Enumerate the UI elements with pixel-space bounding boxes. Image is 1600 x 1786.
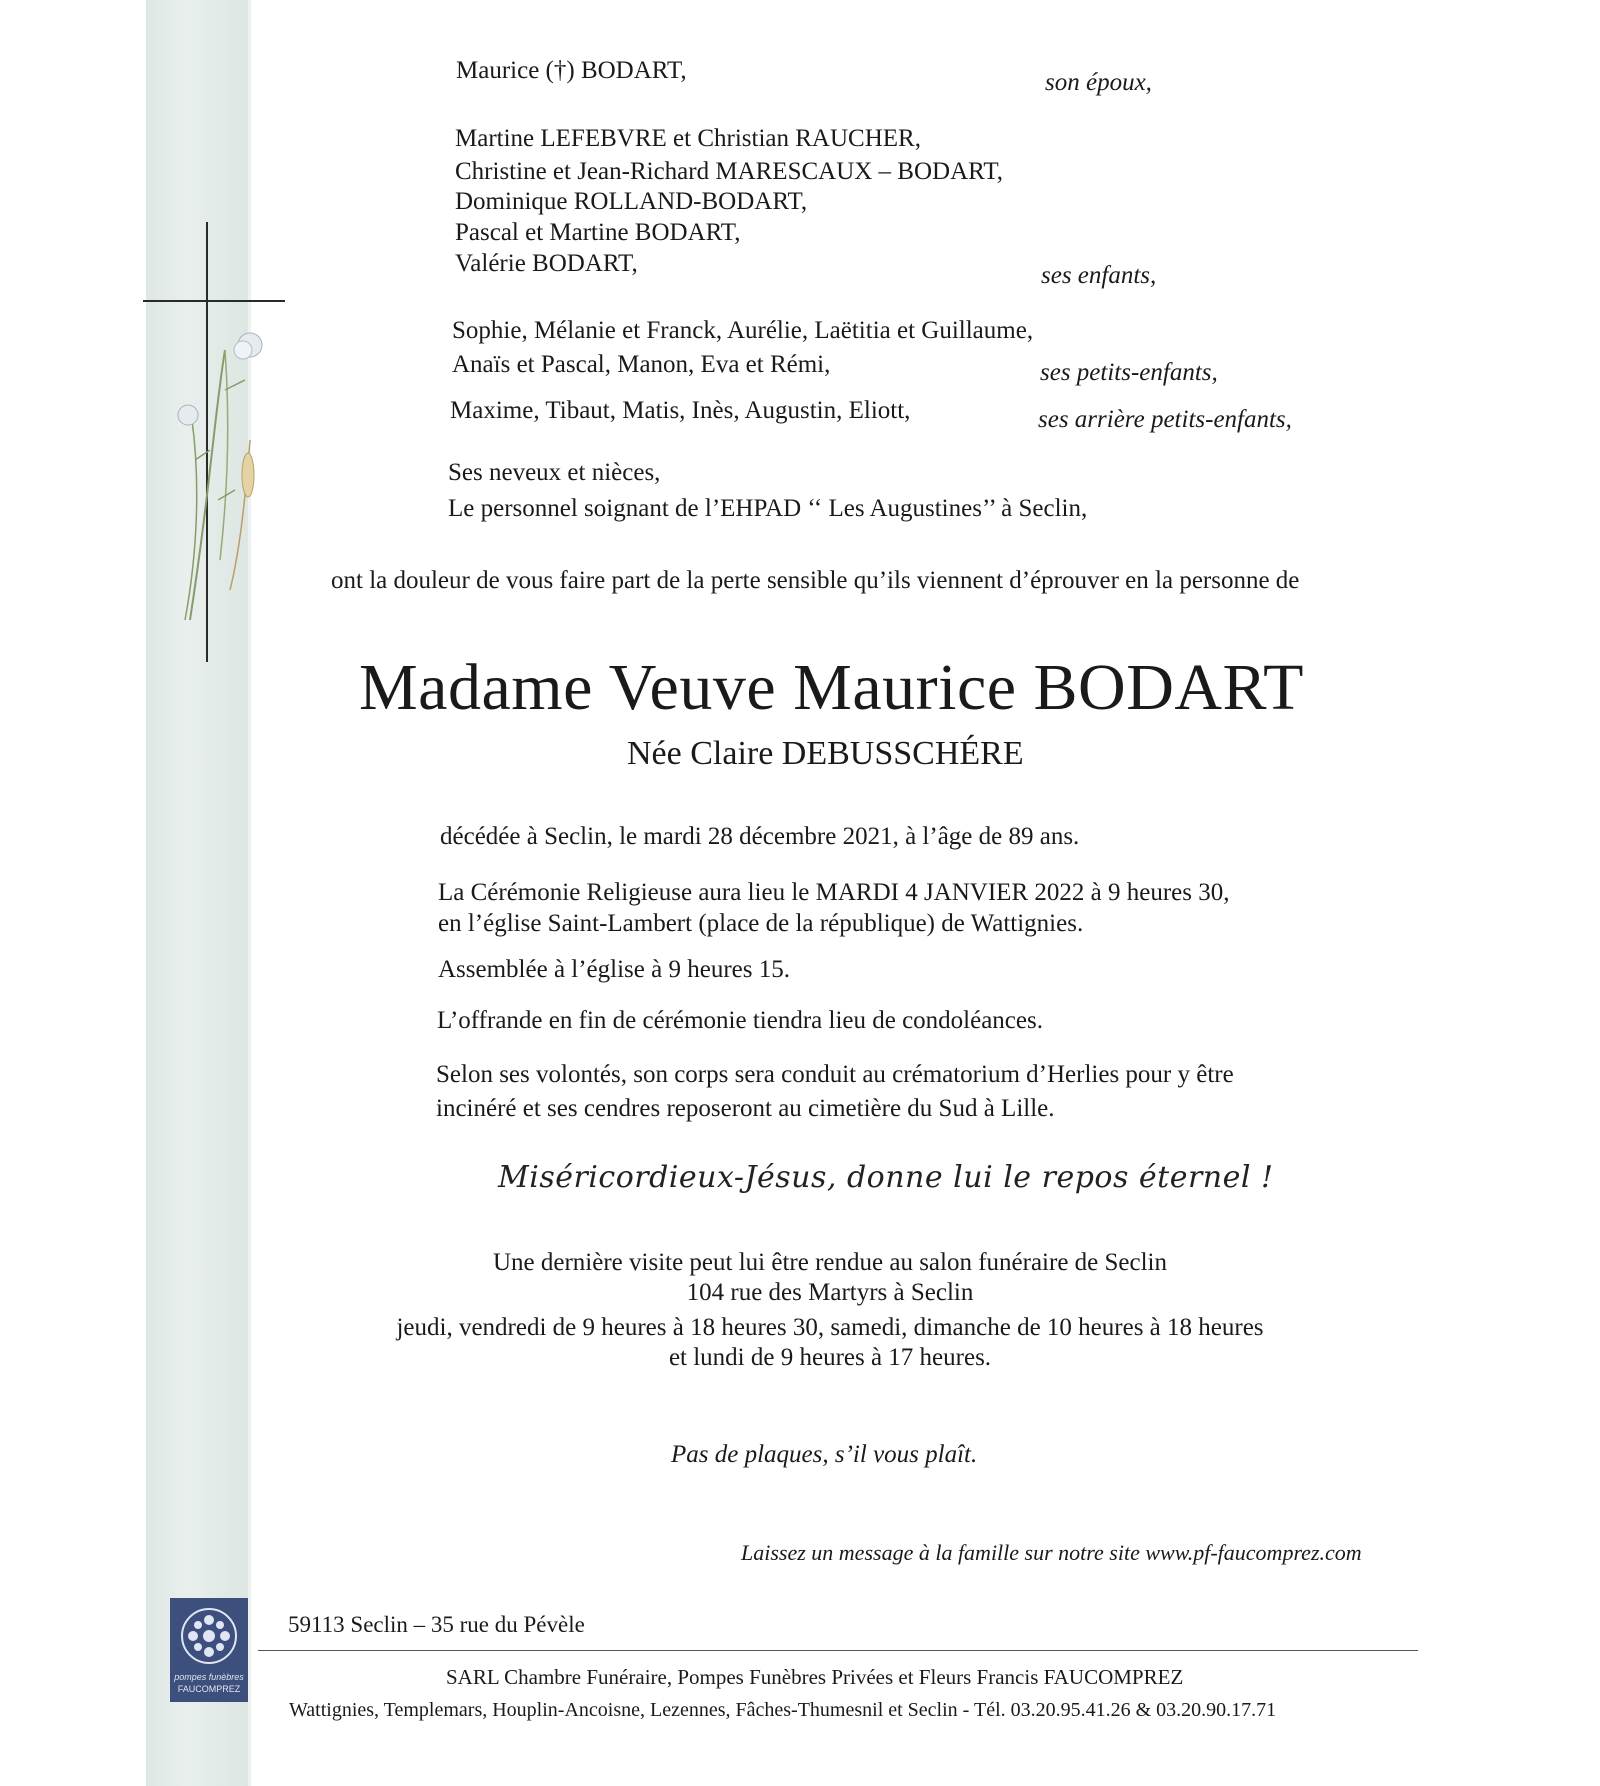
website-note: Laissez un message à la famille sur notre site www.pf-faucomprez.com (741, 1540, 1362, 1565)
deceased-birth-name: Née Claire DEBUSSCHÉRE (627, 735, 1024, 772)
announcement-text: ont la douleur de vous faire part de la perte sensible qu’ils viennent d’éprouver en la personne de (331, 567, 1300, 594)
death-details: décédée à Seclin, le mardi 28 décembre 2021, à l’âge de 89 ans. (440, 823, 1080, 850)
visit-line: jeudi, vendredi de 9 heures à 18 heures 30, samedi, dimanche de 10 heures à 18 heures (396, 1314, 1264, 1341)
decorative-side-band (146, 0, 248, 1786)
visit-line: et lundi de 9 heures à 17 heures. (668, 1344, 992, 1371)
wishes-line: inciné​ré et ses cendres reposeront au cimetière du Sud à Lille. (436, 1095, 1055, 1122)
child-line: Valérie BODART, (455, 250, 638, 277)
cross-icon-horizontal (143, 300, 285, 302)
great-grandchildren-line: Maxime, Tibaut, Matis, Inès, Augustin, Eliott, (450, 397, 911, 424)
offering-text: L’offrande en fin de cérémonie tiendra lieu de condoléances. (437, 1007, 1043, 1034)
assembly-text: Assemblée à l’église à 9 heures 15. (438, 956, 790, 983)
deceased-name: Madame Veuve Maurice BODART (359, 651, 1304, 724)
flower-illustration-icon (170, 330, 280, 630)
others-line: Ses neveux et nièces, (448, 459, 661, 486)
no-plaques-note: Pas de plaques, s’il vous plaît. (671, 1441, 978, 1468)
footer-divider (258, 1650, 1418, 1651)
visit-line: Une dernière visite peut lui être rendue au salon funéraire de Seclin (492, 1249, 1168, 1276)
grandchild-line: Anaïs et Pascal, Manon, Eva et Rémi, (452, 351, 831, 378)
grandchild-line: Sophie, Mélanie et Franck, Aurélie, Laëtitia et Guillaume, (452, 317, 1034, 344)
great-grandchildren-relation: ses arrière petits-enfants, (1038, 406, 1292, 433)
ceremony-line: La Cérémonie Religieuse aura lieu le MARDI 4 JANVIER 2022 à 9 heures 30, (438, 879, 1230, 906)
footer-address: 59113 Seclin – 35 rue du Pévèle (288, 1612, 585, 1637)
child-line: Dominique ROLLAND-BODART, (455, 188, 808, 215)
logo-name: FAUCOMPREZ (177, 1684, 241, 1694)
prayer-text: Miséricordieux-Jésus, donne lui le repos éternel ! (498, 1160, 1274, 1195)
logo-tagline: pompes funèbres (174, 1672, 244, 1682)
band-edge (248, 0, 251, 1786)
wishes-line: Selon ses volontés, son corps sera conduit au crématorium d’Herlies pour y être (436, 1061, 1234, 1088)
grandchildren-relation: ses petits-enfants, (1040, 359, 1218, 386)
footer-company: SARL Chambre Funéraire, Pompes Funèbres Privées et Fleurs Francis FAUCOMPREZ (446, 1665, 1184, 1689)
child-line: Christine et Jean-Richard MARESCAUX – BODART, (455, 158, 1003, 185)
others-line: Le personnel soignant de l’EHPAD ‘‘ Les Augustines’’ à Seclin, (448, 495, 1088, 522)
child-line: Martine LEFEBVRE et Christian RAUCHER, (455, 125, 921, 152)
children-relation: ses enfants, (1041, 262, 1157, 289)
footer-locations: Wattignies, Templemars, Houplin-Ancoisne, Lezennes, Fâches-Thumesnil et Seclin - Tél. 03.20.95.41.26 & 03.20.90.17.71 (289, 1699, 1277, 1721)
spouse-relation: son époux, (1045, 69, 1152, 96)
child-line: Pascal et Martine BODART, (455, 219, 741, 246)
rosette-icon (179, 1606, 239, 1666)
ceremony-line: en l’église Saint-Lambert (place de la république) de Wattignies. (438, 910, 1084, 937)
visit-line: 104 rue des Martyrs à Seclin (686, 1279, 974, 1306)
spouse-name: Maurice (†) BODART, (456, 57, 687, 84)
company-logo (170, 1598, 248, 1702)
